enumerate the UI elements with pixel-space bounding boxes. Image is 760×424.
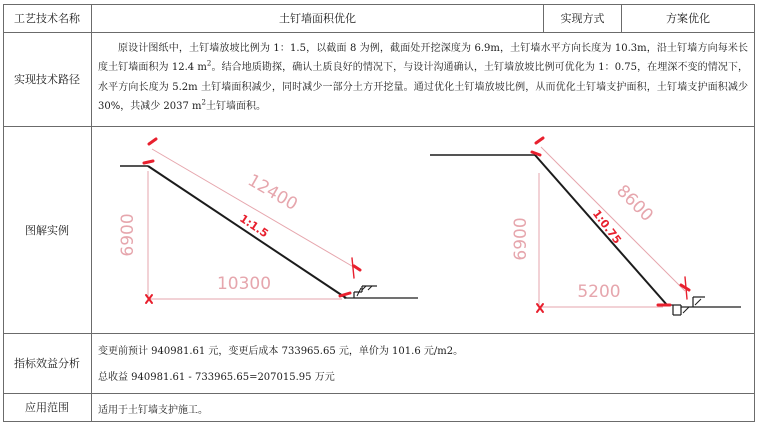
before-slope-length-label: 12400 xyxy=(244,170,301,215)
after-slope-length-label: 8600 xyxy=(612,181,657,226)
path-text-b: 。结合地质勘探，确认土质良好的情况下，与设计沟通确认，土钉墙放坡比例可优化为 1：0.75，在埋深不变的情况下，水平方向长度为 5.2m 土钉墙面积减少，同时减少一部分土方开挖量。通过优化土钉墙放坡比例，从而优化土钉墙支护面积，土钉墙支护面积减少 30%，共减少 2037 m xyxy=(98,62,748,113)
illustration-label: 图解实例 xyxy=(25,223,69,237)
benefit-line-2: 总收益 940981.61 - 733965.65=207015.95 万元 xyxy=(98,372,335,383)
before-slope-ratio: 1:1.5 xyxy=(237,211,271,241)
path-description xyxy=(98,39,748,117)
method-value: 方案优化 xyxy=(666,12,710,25)
after-slope-ratio: 1:0.75 xyxy=(589,207,624,247)
table-border xyxy=(3,32,755,33)
scope-label: 应用范围 xyxy=(25,401,69,414)
benefit-line-1: 变更前预计 940981.61 元，变更后成本 733965.65 元，单价为 101.6 元/m2。 xyxy=(98,346,464,357)
path-superscript-a: 2 xyxy=(206,60,212,69)
path-label: 实现技术路径 xyxy=(14,73,80,86)
table-border xyxy=(3,333,755,334)
table-border-right xyxy=(754,4,755,422)
after-depth-label: 6900 xyxy=(511,217,531,261)
path-superscript-b: 2 xyxy=(201,98,206,107)
scope-value: 适用于土钉墙支护施工。 xyxy=(98,405,208,416)
path-text-c: 土钉墙面积。 xyxy=(205,101,266,113)
table-border xyxy=(3,393,755,394)
diagram-after xyxy=(423,127,753,333)
path-text-a: 原设计图纸中，土钉墙放坡比例为 1：1.5，以截面 8 为例，截面处开挖深度为 6.9m，土钉墙水平方向长度为 10.3m，沿土钉墙方向每米长度土钉墙面积为 12.4 m xyxy=(98,43,748,74)
before-depth-label: 6900 xyxy=(118,213,138,257)
after-horizontal-label: 5200 xyxy=(577,282,621,302)
technique-name-label: 工艺技术名称 xyxy=(14,12,80,25)
technique-name-value: 土钉墙面积优化 xyxy=(279,12,356,25)
method-label: 实现方式 xyxy=(560,12,605,25)
before-horizontal-label: 10300 xyxy=(216,274,272,294)
table-border-bottom xyxy=(3,421,755,422)
benefit-label: 指标效益分析 xyxy=(14,357,80,370)
diagram-before xyxy=(92,127,422,333)
